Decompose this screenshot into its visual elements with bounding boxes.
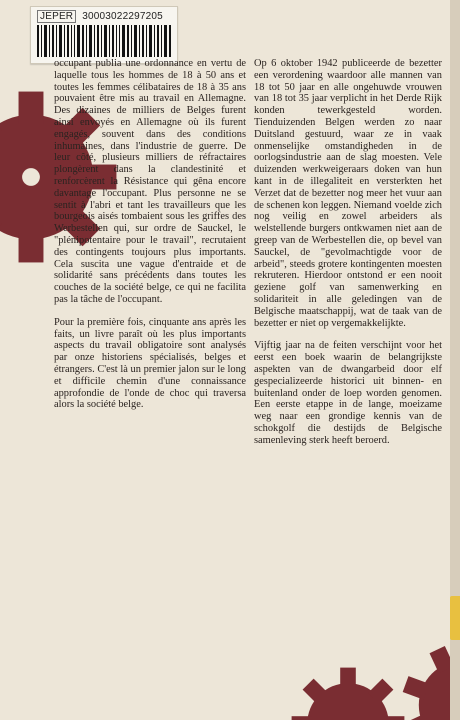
sticker-text xyxy=(37,10,163,23)
gear-decoration-bottom xyxy=(288,664,408,720)
french-paragraph: occupant publia une ordonnance en vertu de laquelle tous les hommes de 18 à 50 ans et toutes les femmes célibataires de 18 à 35 ans pouvaient être mis au travail en Allemagne. Des dizaines de milliers de Belges furent ainsi envoyés en Allemagne où ils furent engagés, souvent dans des conditions inhumaines, dans l'industrie de guerre. De leur côté, plusieurs milliers de réfractaires plongèrent dans la clandestinité et renforcèrent la Résistance qui gêna encore davantage l'occupant. Plus personne ne se sentit à l'abri et tant les travailleurs que les bourgeois aisés tombaient sous les griffes des Werbestellen qui, sur ordre de Sauckel, le "plénipotentaire pour le travail", recrutaient des contingents toujours plus importants. Cela suscita une vague d'entraide et de solidarité sans précédents dans toutes les couches de la société belge, ce qui ne facilita pas la tâche de l'occupant. xyxy=(54,58,246,305)
yellow-tab-marker xyxy=(450,596,460,640)
sticker-prefix: JEPER xyxy=(37,10,76,23)
barcode-icon xyxy=(37,25,171,57)
french-paragraph: Pour la première fois, cinquante ans après les faits, un livre paraît où les plus importants aspects du travail obligatoire sont analysés par onze historiens spécialisés, belges et étrangers. C'est là un premier jalon sur le long et difficile chemin d'une connaissance approfondie de l'onde de choc qui traversa alors la société belge. xyxy=(54,316,246,411)
french-column xyxy=(54,58,246,411)
dutch-paragraph: Op 6 oktober 1942 publiceerde de bezetter een verordening waardoor alle mannen van 18 tot 50 jaar en alle ongehuwde vrouwen van 18 tot 35 jaar verplicht in het Derde Rijk konden tewerkgesteld worden. Tienduizenden Belgen werden zo naar Duitsland gestuurd, waar ze in vaak onmenselijke omstandigheden in de oorlogsindustrie aan de slag moesten. Vele duizenden werkweigeraars doken van hun kant in de illegaliteit en versterkten het Verzet dat de bezetter nog meer het vuur aan de schenen kon leggen. Niemand voelde zich nog veilig en zowel arbeiders als welstellende burgers ontkwamen niet aan de greep van de Werbestellen die, op bevel van Sauckel, de "gevolmachtigde voor de arbeid", steeds grotere kontingenten moesten rekruteren. Hierdoor ontstond er een nooit geziene golf van samenwerking en solidariteit in alle geledingen van de Belgische maatschappij, wat de taak van de bezetter er niet op vergemakkelijkte. xyxy=(254,58,442,329)
sticker-code: 30003022297205 xyxy=(82,11,163,22)
dutch-paragraph: Vijftig jaar na de feiten verschijnt voor het eerst een boek waarin de belangrijkste aspekten van de dwangarbeid door elf gespecializeerde historici uit binnen- en buitenland onder de loep worden genomen. Een eerste etappe in de lange, moeizame weg naar een grondige kennis van de schokgolf die destijds de Belgische samenleving sterk heeft beroerd. xyxy=(254,340,442,446)
dutch-column xyxy=(254,58,442,447)
library-barcode-sticker xyxy=(30,6,178,64)
